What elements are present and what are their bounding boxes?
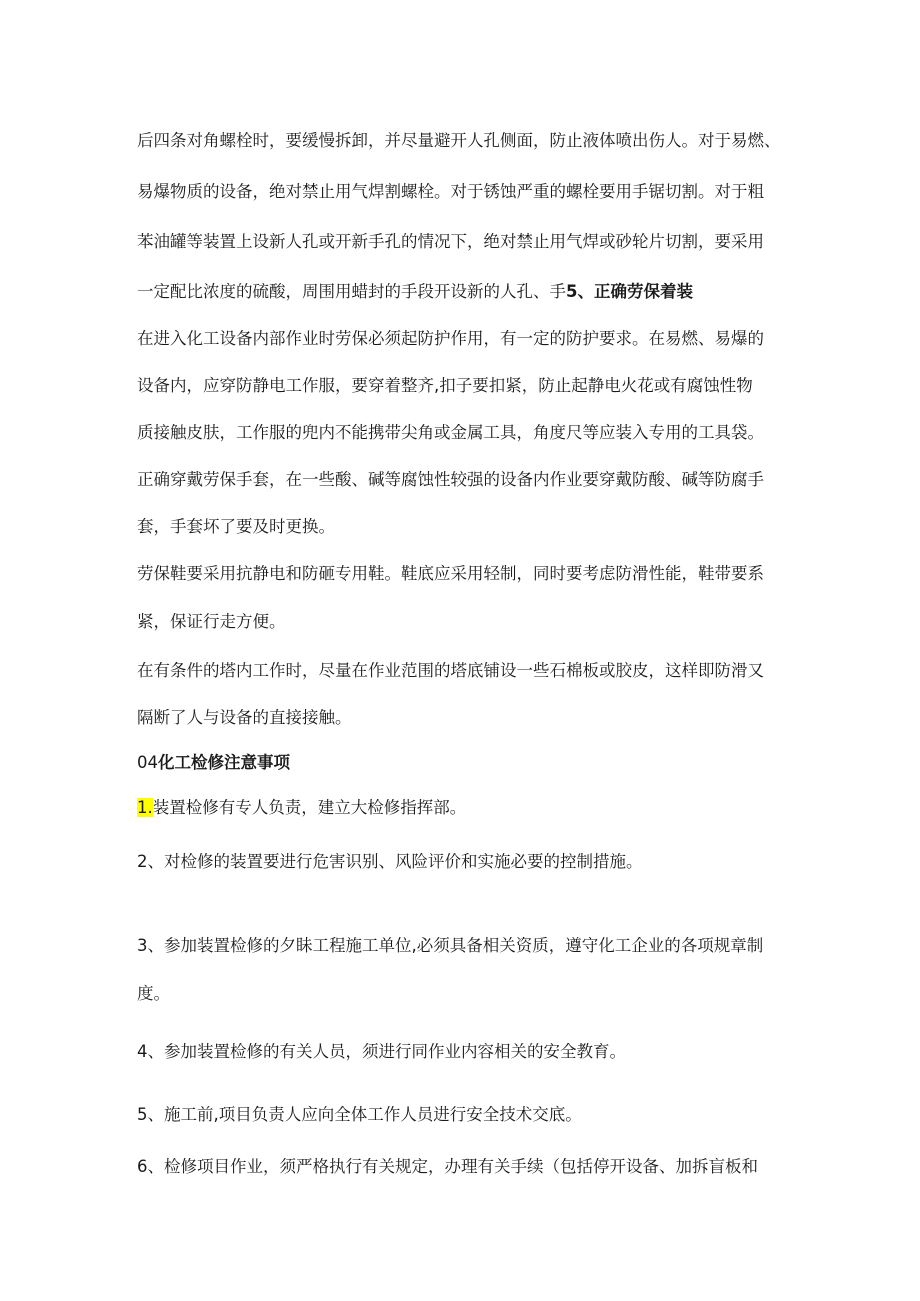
- paragraph-line: [137, 281, 797, 303]
- paragraph-line: 设备内，应穿防静电工作服，要穿着整齐,扣子要扣紧，防止起静电火花或有腐蚀性物: [137, 376, 753, 395]
- paragraph-line: 正确穿戴劳保手套，在一些酸、碱等腐蚀性较强的设备内作业要穿戴防酸、碱等防腐手: [137, 470, 764, 489]
- paragraph-text: 一定配比浓度的硫酸，周围用蜡封的手段开设新的人孔、手: [137, 282, 566, 301]
- section-heading: [137, 752, 797, 774]
- section-number: 04: [137, 753, 158, 772]
- list-item-continuation: 度。: [137, 984, 170, 1003]
- paragraph-line: 紧，保证行走方便。: [137, 612, 286, 631]
- highlighted-item-number: 1.: [137, 798, 153, 817]
- paragraph-line: 易爆物质的设备，绝对禁止用气焊割螺栓。对于锈蚀严重的螺栓要用手锯切割。对于粗: [137, 182, 764, 201]
- paragraph-line: 劳保鞋要采用抗静电和防砸专用鞋。鞋底应采用轻制，同时要考虑防滑性能，鞋带要系: [137, 564, 764, 583]
- list-item: 4、参加装置检修的有关人员，须进行同作业内容相关的安全教育。: [137, 1042, 626, 1061]
- list-item: [137, 797, 797, 819]
- list-item: 3、参加装置检修的夕眛工程施工单位,必须具备相关资质，遵守化工企业的各项规章制: [137, 936, 764, 955]
- paragraph-line: 苯油罐等装置上设新人孔或开新手孔的情况下，绝对禁止用气焊或砂轮片切割，要采用: [137, 232, 764, 251]
- list-item-text: 装置检修有专人负责，建立大检修指挥部。: [152, 798, 467, 817]
- paragraph-line: 套，手套坏了要及时更换。: [137, 517, 335, 536]
- section-heading-inline: 5、正确劳保着装: [566, 282, 693, 301]
- paragraph-line: 在有条件的塔内工作时，尽量在作业范围的塔底铺设一些石棉板或胶皮，这样即防滑又: [137, 661, 764, 680]
- paragraph-line: 质接触皮肤，工作服的兜内不能携带尖角或金属工具，角度尺等应装入专用的工具袋。: [137, 423, 764, 442]
- list-item: 2、对检修的装置要进行危害识别、风险评价和实施必要的控制措施。: [137, 852, 643, 871]
- paragraph-line: 后四条对角螺栓时，要缓慢拆卸，并尽量避开人孔侧面，防止液体喷出伤人。对于易燃、: [137, 131, 781, 150]
- list-item: 6、检修项目作业，须严格执行有关规定，办理有关手续（包括停开设备、加拆盲板和: [137, 1157, 758, 1176]
- paragraph-line: 隔断了人与设备的直接接触。: [137, 708, 352, 727]
- section-title: 化工检修注意事项: [158, 753, 290, 772]
- list-item: 5、施工前,项目负责人应向全体工作人员进行安全技术交底。: [137, 1105, 582, 1124]
- paragraph-line: 在进入化工设备内部作业时劳保必须起防护作用，有一定的防护要求。在易燃、易爆的: [137, 329, 764, 348]
